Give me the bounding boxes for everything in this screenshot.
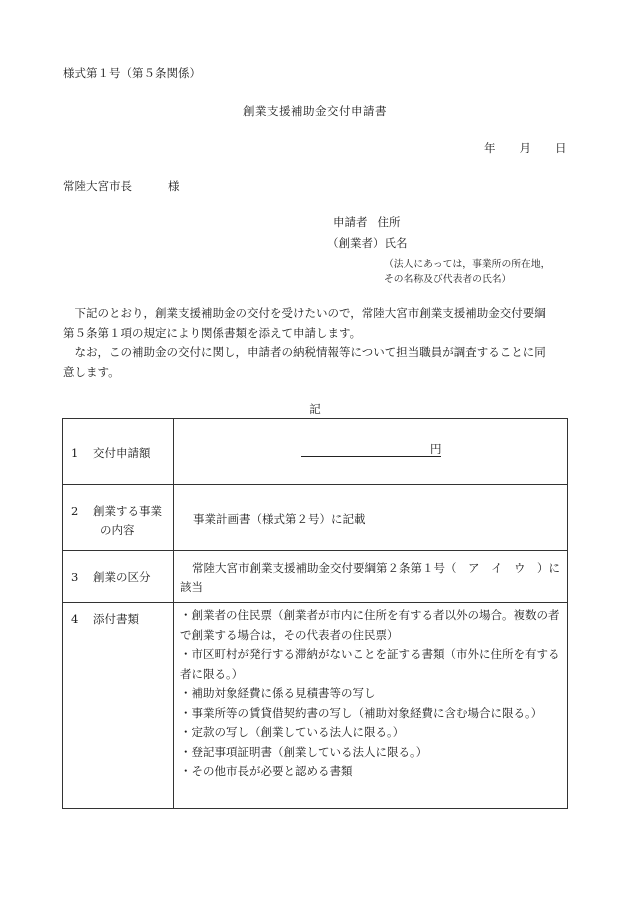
addressee-honorific: 様 (168, 179, 180, 193)
row3-value-line2: 該当 (180, 580, 203, 594)
addressee (63, 178, 180, 194)
applicant-name-row (327, 235, 408, 251)
row3-number: 3 (71, 570, 79, 584)
table-row (63, 485, 568, 551)
applicant-label: 申請者 (333, 215, 368, 229)
row2-label-cell (63, 485, 174, 551)
row2-label-line1: 創業する事業 (93, 504, 162, 518)
row2-value: 事業計画書（様式第２号）に記載 (193, 512, 366, 526)
list-item: ・創業者の住民票（創業者が市内に住所を有する者以外の場合。複数の者で創業する場合は，その代表者の住民票） (180, 608, 560, 642)
applicant-address-label: 住所 (377, 215, 401, 229)
body-paragraph-1: 下記のとおり，創業支援補助金の交付を受けたいので，常陸大宮市創業支援補助金交付要綱第５条第１項の規定により関係書類を添えて申請します。 (63, 306, 546, 340)
body-text (63, 304, 553, 382)
amount-blank-line (301, 440, 441, 457)
attachment-list (174, 603, 567, 782)
row3-value-cell (174, 551, 568, 603)
row4-value-cell (174, 603, 568, 809)
row1-value-cell (174, 419, 568, 485)
applicant-address-row (333, 214, 401, 230)
list-item: ・定款の写し（創業している法人に限る。） (180, 725, 405, 739)
date-month: 月 (519, 141, 531, 155)
row4-label-cell (63, 603, 174, 809)
body-paragraph-2: なお，この補助金の交付に関し，申請者の納税情報等について担当職員が調査することに同意します。 (63, 345, 546, 379)
applicant-name-label: 氏名 (384, 236, 408, 250)
date-line (484, 140, 567, 156)
row3-value-line1: 常陸大宮市創業支援補助金交付要綱第２条第１号（ ア イ ウ ）に (192, 561, 560, 575)
list-item: ・その他市長が必要と認める書類 (180, 764, 353, 778)
row4-label: 添付書類 (93, 612, 139, 626)
table-row (63, 603, 568, 809)
date-day: 日 (555, 141, 567, 155)
amount-unit: 円 (430, 442, 442, 456)
list-item: ・登記事項証明書（創業している法人に限る。） (180, 744, 428, 759)
list-item: ・市区町村が発行する滞納がないことを証する書類（市外に住所を有する者に限る。） (180, 647, 560, 681)
row1-label: 交付申請額 (93, 446, 151, 460)
row3-label-cell (63, 551, 174, 603)
ki-heading: 記 (309, 402, 321, 416)
row1-number: 1 (71, 446, 79, 460)
row2-label-line2: の内容 (100, 523, 135, 537)
row1-label-cell (63, 419, 174, 485)
row2-number: 2 (71, 504, 79, 518)
form-number: 様式第１号（第５条関係） (63, 66, 201, 80)
row2-value-cell (174, 485, 568, 551)
row3-label: 創業の区分 (93, 570, 151, 584)
list-item: ・事業所等の賃貸借契約書の写し（補助対象経費に含む場合に限る。） (180, 705, 543, 720)
applicant-sub-label: （創業者） (327, 236, 385, 250)
applicant-note-line2: その名称及び代表者の氏名） (384, 274, 512, 285)
list-item: ・補助対象経費に係る見積書等の写し (180, 686, 376, 700)
table-row (63, 551, 568, 603)
addressee-name: 常陸大宮市長 (63, 179, 132, 193)
table-row (63, 419, 568, 485)
document-title: 創業支援補助金交付申請書 (243, 104, 387, 118)
application-table (62, 418, 568, 809)
applicant-note-line1: （法人にあっては，事業所の所在地， (384, 259, 551, 270)
date-year: 年 (484, 141, 496, 155)
row4-number: 4 (71, 612, 79, 626)
